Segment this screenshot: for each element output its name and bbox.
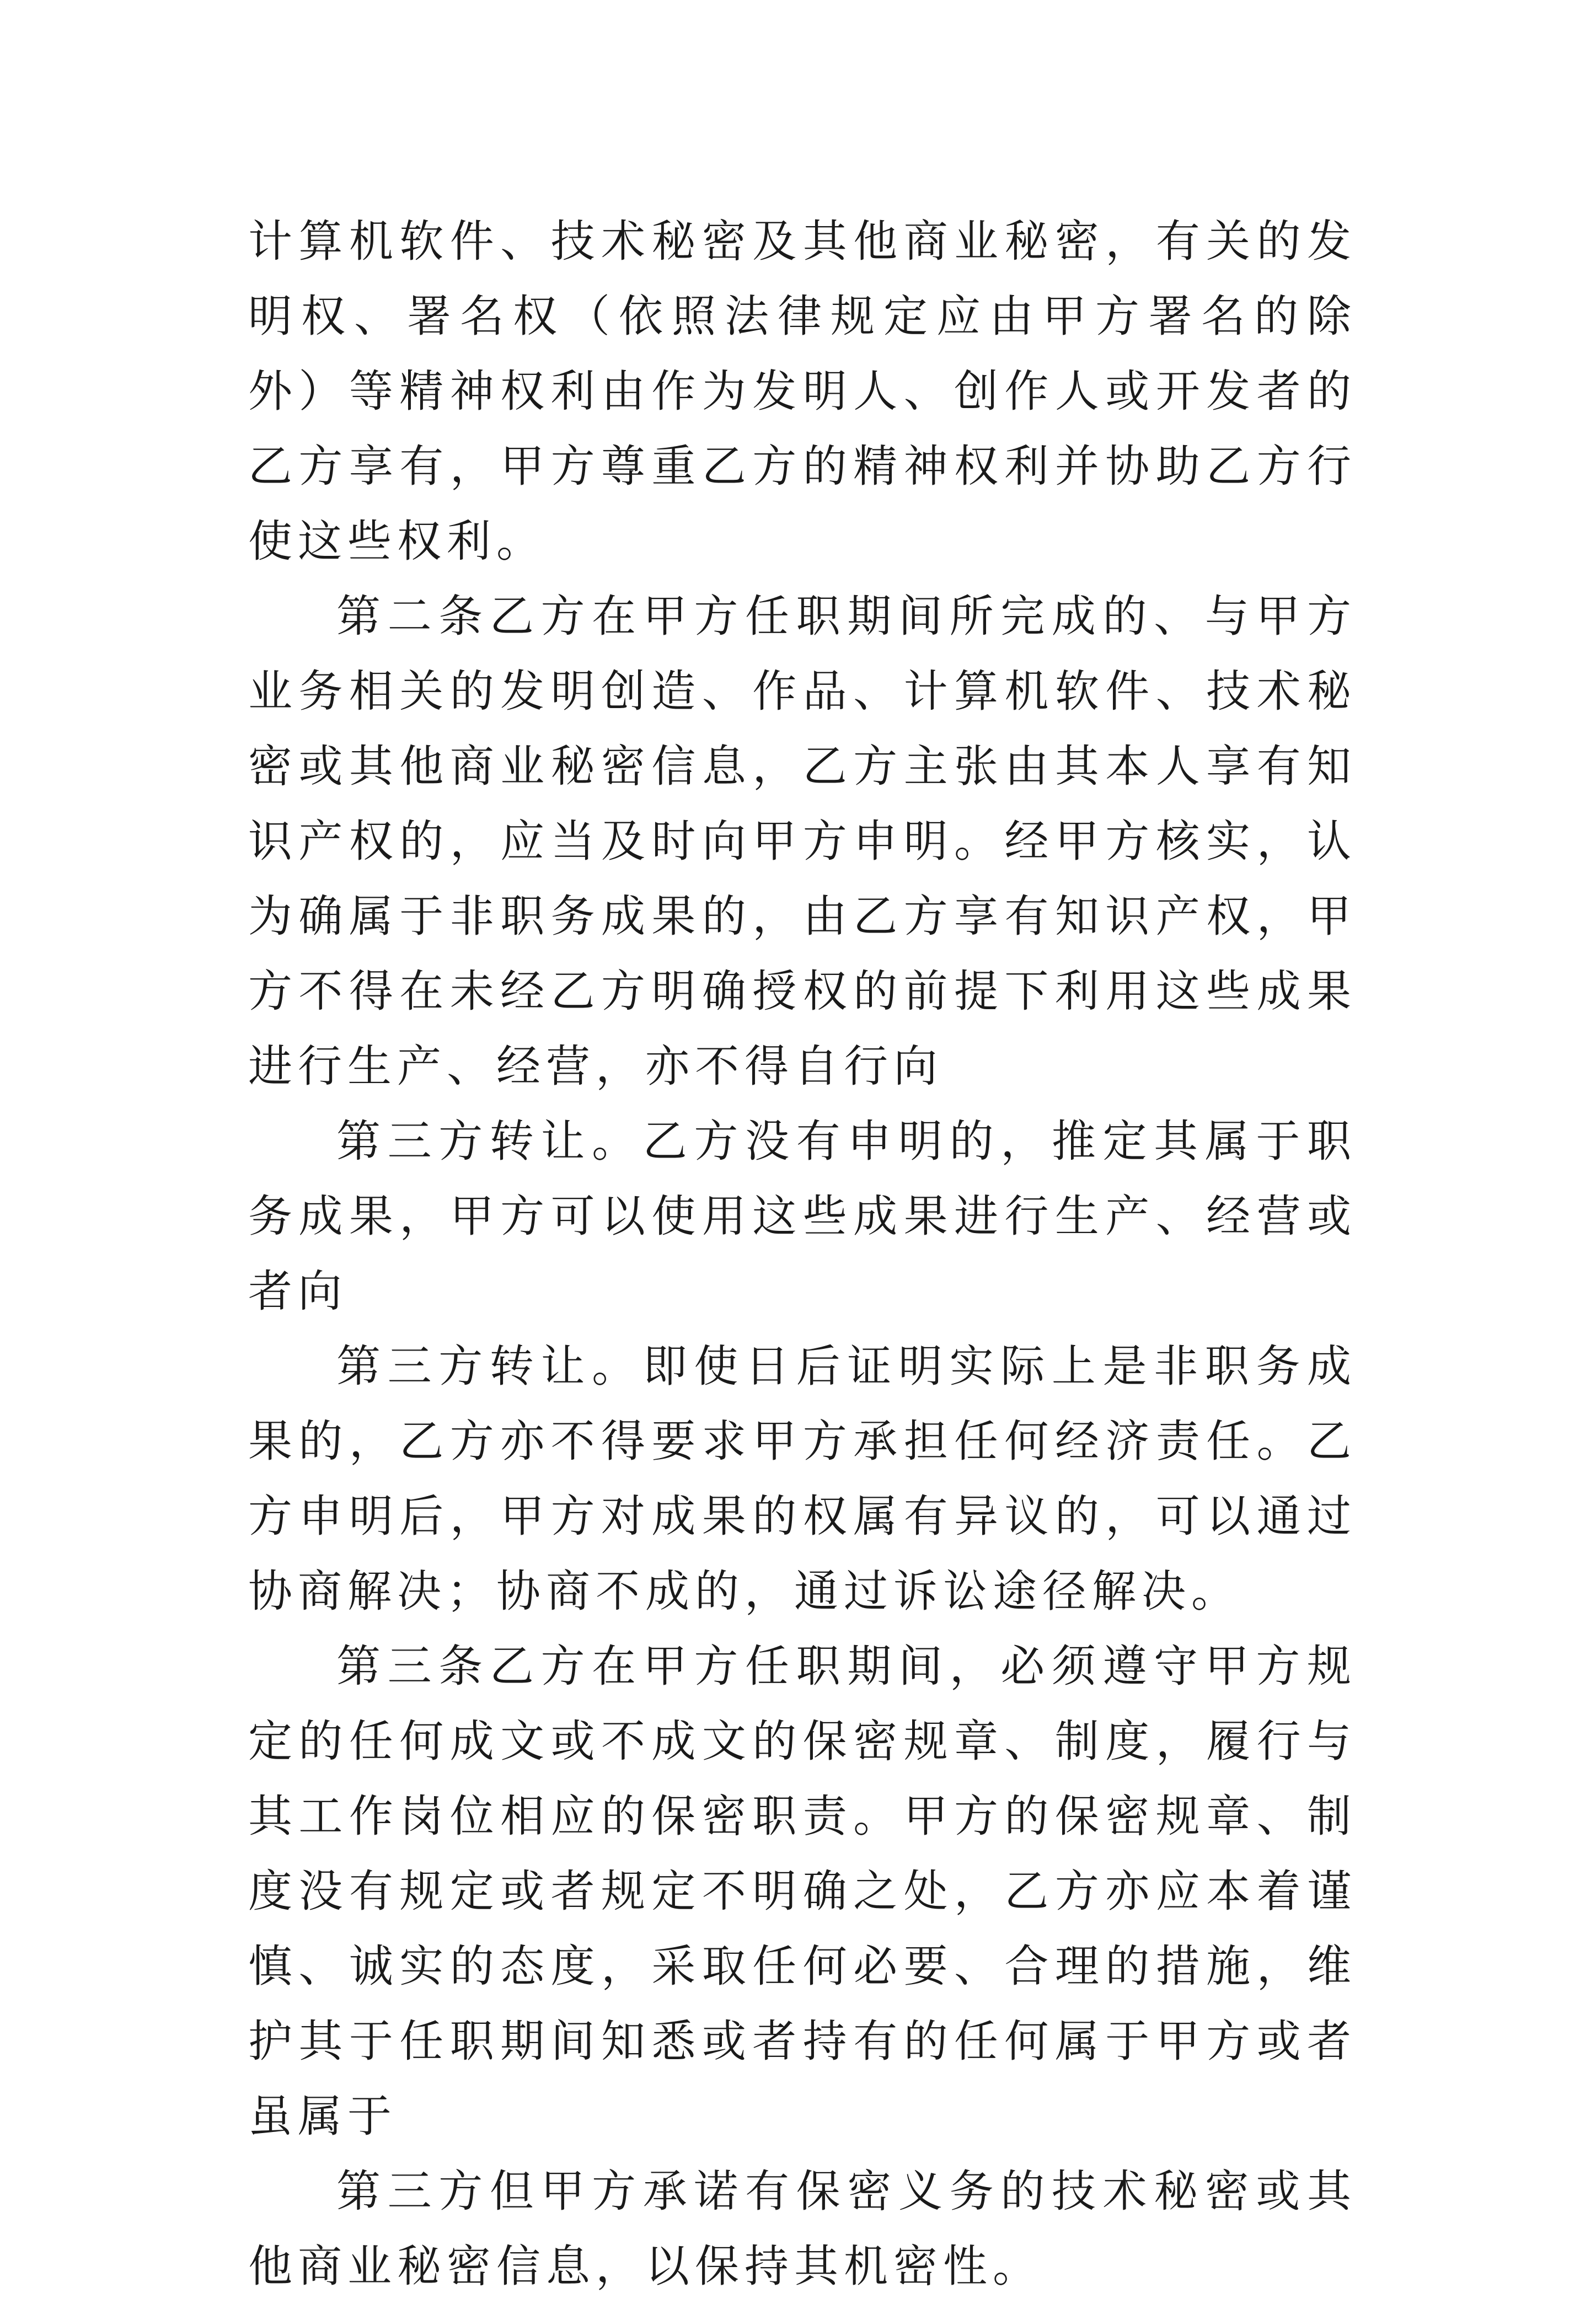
paragraph-third-party-transfer: 第三方转让。乙方没有申明的，推定其属于职务成果，甲方可以使用这些成果进行生产、经营或者向 [248, 1116, 1357, 1317]
paragraph-article-3: 第三条乙方在甲方任职期间，必须遵守甲方规定的任何成文或不成文的保密规章、制度，履行与其工作岗位相应的保密职责。甲方的保密规章、制度没有规定或者规定不明确之处，乙方亦应本着谨慎、诚实的态度，采取任何必要、合理的措施，维护其于任职期间知悉或者持有的任何属于甲方或者虽属于 [248, 1641, 1357, 2142]
paragraph-continuation: 计算机软件、技术秘密及其他商业秘密，有关的发明权、署名权（依照法律规定应由甲方署名的除外）等精神权利由作为发明人、创作人或开发者的乙方享有，甲方尊重乙方的精神权利并协助乙方行使这些权利。 [248, 216, 1357, 567]
document-body [248, 204, 1357, 2304]
paragraph-confidentiality: 第三方但甲方承诺有保密义务的技术秘密或其他商业秘密信息，以保持其机密性。 [248, 2166, 1357, 2292]
paragraph-article-2: 第二条乙方在甲方任职期间所完成的、与甲方业务相关的发明创造、作品、计算机软件、技术秘密或其他商业秘密信息，乙方主张由其本人享有知识产权的，应当及时向甲方申明。经甲方核实，认为确属于非职务成果的，由乙方享有知识产权，甲方不得在未经乙方明确授权的前提下利用这些成果进行生产、经营，亦不得自行向 [248, 591, 1357, 1092]
paragraph-third-party-transfer-2: 第三方转让。即使日后证明实际上是非职务成果的，乙方亦不得要求甲方承担任何经济责任。乙方申明后，甲方对成果的权属有异议的，可以通过协商解决；协商不成的，通过诉讼途径解决。 [248, 1341, 1357, 1617]
